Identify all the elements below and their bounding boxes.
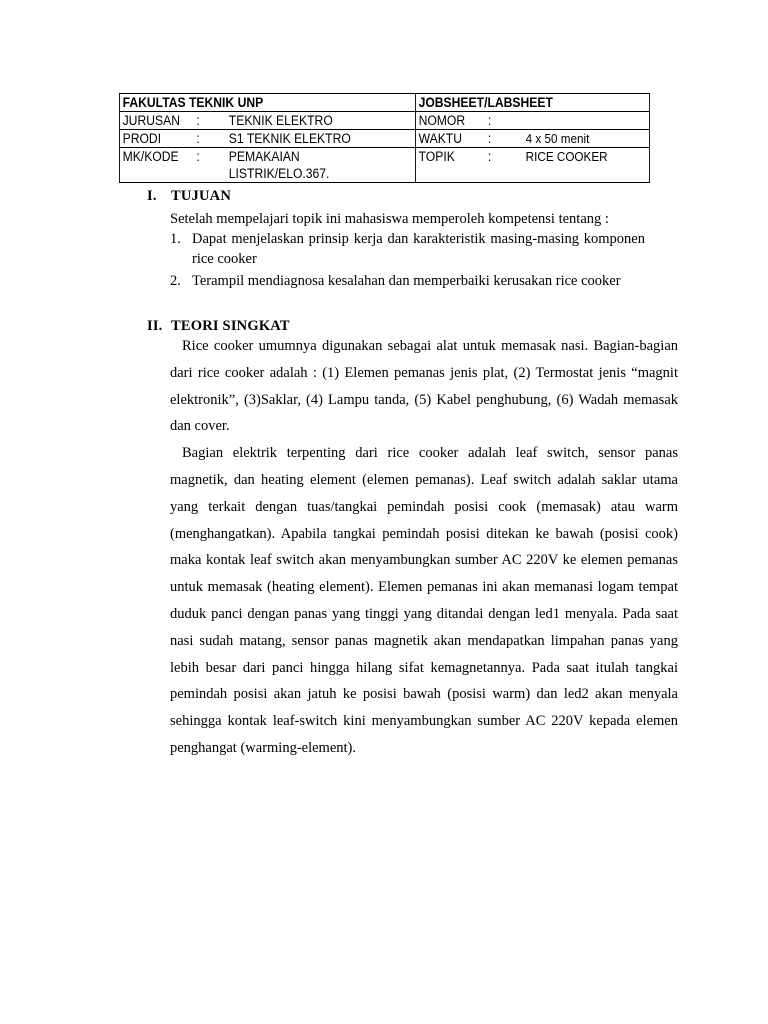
waktu-colon: : xyxy=(487,131,492,146)
section-1-intro: Setelah mempelajari topik ini mahasiswa memperoleh kompetensi tentang : xyxy=(170,211,609,227)
mk-value: PEMAKAIAN LISTRIK/ELO.367. xyxy=(228,149,330,181)
section-2-title: TEORI SINGKAT xyxy=(171,318,290,334)
list-item-text: Terampil mendiagnosa kesalahan dan memperbaiki kerusakan rice cooker xyxy=(192,273,621,289)
jurusan-value: TEKNIK ELEKTRO xyxy=(228,113,333,128)
topik-value: RICE COOKER xyxy=(525,149,608,164)
header-title-row xyxy=(119,94,649,112)
mk-label: MK/KODE xyxy=(122,149,179,164)
objectives-list xyxy=(170,229,645,293)
waktu-label: WAKTU xyxy=(418,131,462,146)
section-2-number: II. xyxy=(147,318,163,334)
nomor-value xyxy=(526,112,647,129)
list-item-number: 2. xyxy=(170,273,181,289)
header-row-prodi xyxy=(119,130,649,148)
header-row-mk xyxy=(119,148,649,183)
jurusan-label: JURUSAN xyxy=(122,113,180,128)
doc-type-cell xyxy=(415,94,649,112)
section-1-title: TUJUAN xyxy=(171,188,232,204)
prodi-colon: : xyxy=(196,131,200,146)
paragraph: Rice cooker umumnya digunakan sebagai alat untuk memasak nasi. Bagian-bagian dari rice cooker adalah : (1) Elemen pemanas jenis plat, (2) Termostat jenis “magnit elektronik”, (3)Saklar, (4) Lampu tanda, (5) Kabel penghubung, (6) Wadah memasak dan cover. xyxy=(170,338,678,435)
topik-cell xyxy=(415,148,649,183)
list-item-text: Dapat menjelaskan prinsip kerja dan karakteristik masing-masing komponen rice cooker xyxy=(192,231,645,267)
list-item xyxy=(170,229,645,269)
section-1-number: I. xyxy=(147,188,157,204)
waktu-value: 4 x 50 menit xyxy=(525,131,590,146)
mk-colon: : xyxy=(196,149,200,164)
jurusan-colon: : xyxy=(196,113,200,128)
prodi-value: S1 TEKNIK ELEKTRO xyxy=(228,131,351,146)
nomor-label: NOMOR xyxy=(418,113,466,128)
topik-label: TOPIK xyxy=(418,149,455,164)
prodi-cell xyxy=(119,130,415,148)
jobsheet-header-table xyxy=(119,93,650,183)
faculty-name: FAKULTAS TEKNIK UNP xyxy=(122,95,264,110)
faculty-cell xyxy=(119,94,415,112)
mk-cell xyxy=(119,148,415,183)
nomor-cell xyxy=(415,112,649,130)
waktu-cell xyxy=(415,130,649,148)
paragraph: Bagian elektrik terpenting dari rice cooker adalah leaf switch, sensor panas magnetik, dan heating element (elemen pemanas). Leaf switch adalah saklar utama yang terkait dengan tuas/tangkai pemindah posisi cook (memasak) atau warm (menghangatkan). Apabila tangkai pemindah posisi ditekan ke bawah (posisi cook) maka kontak leaf switch akan menyambungkan sumber AC 220V ke elemen pemanas untuk memasak (heating element). Elemen pemanas ini akan memanasi logam tempat duduk panci dengan panas yang tinggi yang ditandai dengan led1 menyala. Pada saat nasi sudah matang, sensor panas magnetik akan mendapatkan limpahan panas yang lebih besar dari panci hingga hilang sifat kemagnetannya. Pada saat itulah tangkai pemindah posisi akan jatuh ke posisi bawah (posisi warm) dan led2 akan menyala sehingga kontak leaf-switch kini menyambungkan sumber AC 220V kepada elemen penghangat (warming-element). xyxy=(170,445,678,756)
doc-type: JOBSHEET/LABSHEET xyxy=(418,95,553,110)
prodi-label: PRODI xyxy=(122,131,162,146)
list-item xyxy=(170,271,645,291)
list-item-number: 1. xyxy=(170,231,181,247)
header-row-jurusan xyxy=(119,112,649,130)
jurusan-cell xyxy=(119,112,415,130)
section-1-heading xyxy=(147,188,231,205)
nomor-colon: : xyxy=(487,113,492,128)
section-2-body xyxy=(170,333,678,762)
topik-colon: : xyxy=(487,149,492,164)
